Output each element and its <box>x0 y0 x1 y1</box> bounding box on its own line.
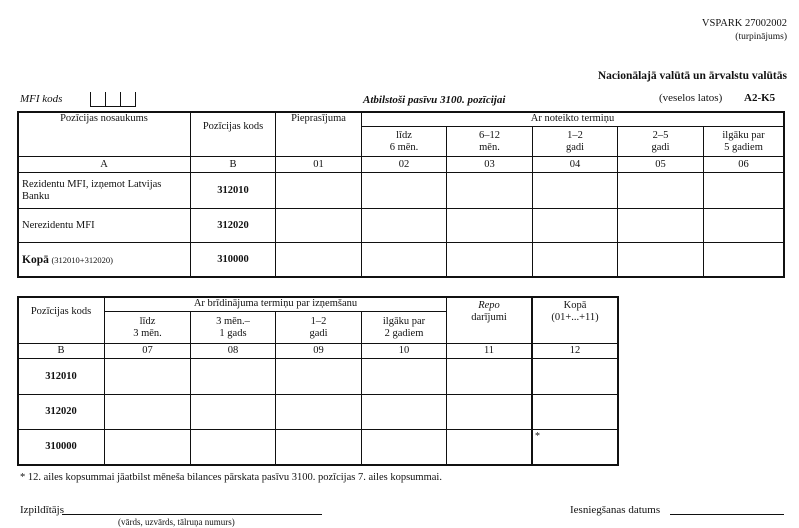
row-code: 310000 <box>217 253 249 265</box>
col-letter: 08 <box>227 345 239 356</box>
col-letter: 11 <box>483 345 495 356</box>
mfi-code-label: MFI kods <box>20 93 63 105</box>
notice-term-header: ilgāku par 2 gadiem <box>382 315 426 339</box>
notice-term-header: līdz 3 mēn. <box>133 315 162 339</box>
col-letter: 12 <box>569 345 581 356</box>
repo-header-text: darījumi <box>471 312 507 323</box>
term-header: 6–12 mēn. <box>479 129 500 153</box>
executor-hint: (vārds, uzvārds, tālruņa numurs) <box>118 517 235 527</box>
col-letter: A <box>100 158 108 170</box>
row-name-resident-mfi: Rezidentu MFI, izņemot Latvijas Banku <box>22 178 162 202</box>
total-label: Kopā <box>22 253 49 266</box>
mfi-code-box[interactable] <box>120 92 136 107</box>
col-letter: B <box>229 158 237 170</box>
row-code: 312010 <box>45 370 77 382</box>
term-header: 1–2 gadi <box>565 129 585 153</box>
continuation-note: (turpinājums) <box>735 32 787 42</box>
footnote: * 12. ailes kopsummai jāatbilst mēneša bilances pārskata pasīvu 3100. pozīcijas 7. ailes kopsummai. <box>20 472 442 483</box>
total-formula: (312010+312020) <box>51 254 113 265</box>
term-group-header: Ar noteikto termiņu <box>530 113 615 124</box>
table-id: A2-K5 <box>744 92 776 104</box>
col-letter: 07 <box>142 345 153 356</box>
executor-line[interactable] <box>62 514 322 515</box>
col-letter: 01 <box>313 158 324 170</box>
submission-date-line[interactable] <box>670 514 784 515</box>
col-letter: 05 <box>655 158 666 170</box>
form-code: VSPARK 27002002 <box>701 18 787 29</box>
term-header: 2–5 gadi <box>651 129 670 153</box>
row-name-nonresident-mfi: Nerezidentu MFI <box>22 219 95 231</box>
term-header: līdz 6 mēn. <box>389 129 419 153</box>
col-letter: 09 <box>313 345 324 356</box>
units-label: (veselos latos) <box>659 92 723 104</box>
row-code: 312010 <box>217 184 249 196</box>
total-header: Kopā (01+...+11) <box>551 300 599 323</box>
total-asterisk: * <box>535 431 540 442</box>
row-name-total <box>18 243 186 276</box>
currency-title: Nacionālajā valūtā un ārvalstu valūtās <box>597 70 787 82</box>
section-title: Atbilstoši pasīvu 3100. pozīcijai <box>363 94 506 106</box>
col-code-header: Pozīcijas kods <box>202 121 264 132</box>
col-letter: 10 <box>398 345 410 356</box>
col-letter: 03 <box>484 158 495 170</box>
col-letter: 02 <box>398 158 410 170</box>
col-code-header-2: Pozīcijas kods <box>30 306 92 317</box>
notice-term-header: 3 mēn.– 1 gads <box>216 315 250 339</box>
notice-term-header: 1–2 gadi <box>309 315 328 339</box>
col-letter: 06 <box>738 158 749 170</box>
notice-group-header: Ar brīdinājuma termiņu par izņemšanu <box>193 298 358 309</box>
executor-label: Izpildītājs <box>20 504 64 516</box>
row-code: 312020 <box>45 406 77 417</box>
col-letter: 04 <box>569 158 581 170</box>
repo-header-italic: Repo <box>478 300 500 311</box>
row-code: 310000 <box>45 441 77 452</box>
mfi-code-box[interactable] <box>90 92 105 107</box>
col-letter: B <box>57 345 65 356</box>
col-demand-header: Pieprasījuma <box>291 113 346 124</box>
row-code: 312020 <box>217 219 249 231</box>
mfi-code-box[interactable] <box>105 92 120 107</box>
submission-date-label: Iesniegšanas datums <box>570 504 661 516</box>
col-name-header: Pozīcijas nosaukums <box>60 113 148 124</box>
repo-header <box>447 297 531 327</box>
term-header: ilgāku par 5 gadiem <box>722 129 765 153</box>
